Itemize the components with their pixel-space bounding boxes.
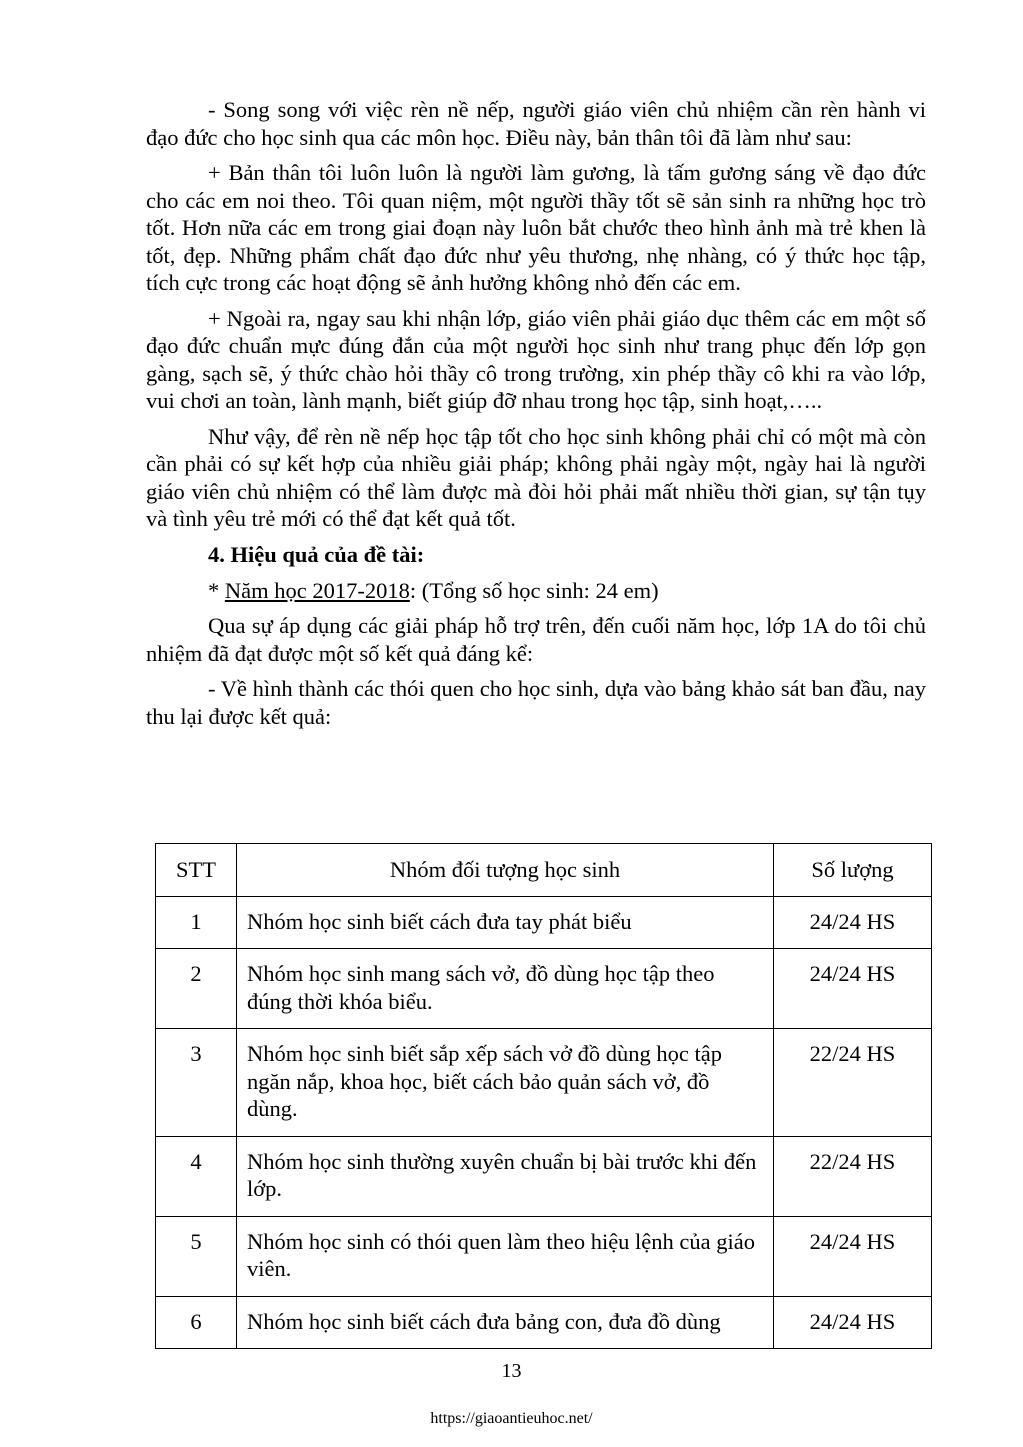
- paragraph: + Ngoài ra, ngay sau khi nhận lớp, giáo viên phải giáo dục thêm các em một số đạo đức chuẩn mực đúng đắn của một người học sinh như trang phục đến lớp gọn gàng, sạch sẽ, ý thức chào hỏi thầy cô trong trường, xin phép thầy cô khi ra vào lớp, vui chơi an toàn, lành mạnh, biết giúp đỡ nhau trong học tập, sinh hoạt,…..: [146, 305, 926, 413]
- table-row: [156, 1216, 932, 1296]
- cell-group: Nhóm học sinh thường xuyên chuẩn bị bài trước khi đến lớp.: [237, 1136, 774, 1216]
- cell-count: 24/24 HS: [774, 896, 932, 949]
- cell-group: Nhóm học sinh biết sắp xếp sách vở đồ dùng học tập ngăn nắp, khoa học, biết cách bảo quản sách vở, đồ dùng.: [237, 1029, 774, 1137]
- cell-stt: 6: [156, 1296, 237, 1349]
- section-heading: 4. Hiệu quả của đề tài:: [208, 541, 425, 567]
- year-line: [146, 577, 926, 605]
- cell-stt: 2: [156, 949, 237, 1029]
- cell-stt: 3: [156, 1029, 237, 1137]
- cell-stt: 5: [156, 1216, 237, 1296]
- cell-count: 24/24 HS: [774, 1296, 932, 1349]
- cell-group: Nhóm học sinh mang sách vở, đồ dùng học tập theo đúng thời khóa biểu.: [237, 949, 774, 1029]
- table-header-row: [156, 844, 932, 897]
- results-table: [155, 843, 932, 1349]
- header-group: Nhóm đối tượng học sinh: [237, 844, 774, 897]
- cell-group: Nhóm học sinh biết cách đưa tay phát biểu: [237, 896, 774, 949]
- year-label: Năm học 2017-2018: [224, 577, 410, 603]
- header-stt: STT: [156, 844, 237, 897]
- cell-count: 24/24 HS: [774, 1216, 932, 1296]
- paragraph: - Song song với việc rèn nề nếp, người giáo viên chủ nhiệm cần rèn hành vi đạo đức cho học sinh qua các môn học. Điều này, bản thân tôi đã làm như sau:: [146, 97, 926, 150]
- cell-group: Nhóm học sinh có thói quen làm theo hiệu lệnh của giáo viên.: [237, 1216, 774, 1296]
- cell-count: 22/24 HS: [774, 1136, 932, 1216]
- paragraph: Như vậy, để rèn nề nếp học tập tốt cho học sinh không phải chỉ có một mà còn cần phải có sự kết hợp của nhiều giải pháp; không phải ngày một, ngày hai là người giáo viên chủ nhiệm có thể làm được mà đòi hỏi phải mất nhiều thời gian, sự tận tụy và tình yêu trẻ mới có thể đạt kết quả tốt.: [146, 423, 926, 531]
- cell-stt: 1: [156, 896, 237, 949]
- header-count: Số lượng: [774, 844, 932, 897]
- year-prefix: *: [208, 577, 225, 603]
- table-row: [156, 896, 932, 949]
- year-suffix: : (Tổng số học sinh: 24 em): [409, 577, 659, 603]
- table-row: [156, 1136, 932, 1216]
- cell-stt: 4: [156, 1136, 237, 1216]
- table-row: [156, 1296, 932, 1349]
- paragraph: Qua sự áp dụng các giải pháp hỗ trợ trên, đến cuối năm học, lớp 1A do tôi chủ nhiệm đã đạt được một số kết quả đáng kể:: [146, 613, 926, 666]
- paragraph: - Về hình thành các thói quen cho học sinh, dựa vào bảng khảo sát ban đầu, nay thu lại được kết quả:: [146, 676, 926, 729]
- paragraph: + Bản thân tôi luôn luôn là người làm gương, là tấm gương sáng về đạo đức cho các em noi theo. Tôi quan niệm, một người thầy tốt sẽ sản sinh ra những học trò tốt. Hơn nữa các em trong giai đoạn này luôn bắt chước theo hình ảnh mà trẻ khen là tốt, đẹp. Những phẩm chất đạo đức như yêu thương, nhẹ nhàng, có ý thức học tập, tích cực trong các hoạt động sẽ ảnh hưởng không nhỏ đến các em.: [146, 160, 926, 295]
- footer-url: https://giaoantieuhoc.net/: [430, 1410, 593, 1427]
- table-row: [156, 1029, 932, 1137]
- cell-group: Nhóm học sinh biết cách đưa bảng con, đưa đồ dùng: [237, 1296, 774, 1349]
- table-row: [156, 949, 932, 1029]
- document-body: [146, 96, 926, 738]
- cell-count: 24/24 HS: [774, 949, 932, 1029]
- cell-count: 22/24 HS: [774, 1029, 932, 1137]
- page-number: 13: [501, 1360, 522, 1382]
